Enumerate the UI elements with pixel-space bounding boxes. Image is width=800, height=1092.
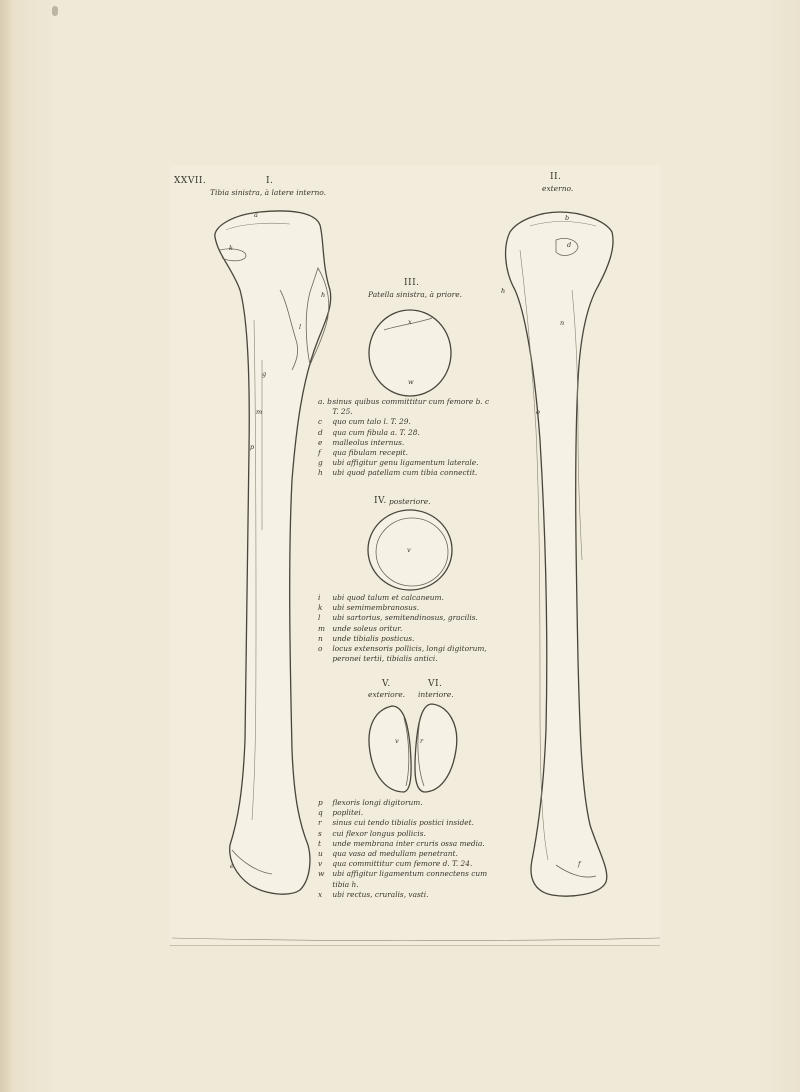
legend-row bbox=[318, 613, 487, 623]
legend-key: i bbox=[318, 593, 321, 602]
figure-3-caption: Patella sinistra, à priore. bbox=[368, 290, 463, 299]
legend-text: sinus quibus committitur cum femore b. c bbox=[332, 397, 490, 406]
legend-row bbox=[318, 448, 489, 458]
figure-4-caption: posteriore. bbox=[389, 497, 431, 506]
ref-letter-h: h bbox=[321, 291, 326, 299]
legend-row bbox=[318, 603, 487, 613]
legend-text: cui flexor longus pollicis. bbox=[332, 828, 426, 838]
legend-key: n bbox=[318, 633, 323, 643]
legend-block-3 bbox=[318, 798, 487, 900]
legend-row bbox=[318, 839, 487, 849]
figure-6-patella-interior bbox=[415, 704, 457, 792]
ref-letter-d: d bbox=[567, 241, 572, 249]
legend-text: flexoris longi digitorum. bbox=[332, 798, 423, 807]
legend-row bbox=[318, 468, 489, 478]
figure-5-numeral: V. bbox=[382, 679, 391, 689]
legend-key: r bbox=[318, 818, 322, 828]
ref-letter-a: a bbox=[254, 211, 258, 219]
legend-text: qua vasa ad medullam penetrant. bbox=[332, 849, 458, 859]
legend-key: c bbox=[318, 417, 323, 427]
legend-key: h bbox=[318, 468, 323, 478]
legend-text: poplitei. bbox=[332, 808, 364, 818]
ref-letter-l: l bbox=[299, 323, 302, 331]
legend-row bbox=[318, 428, 489, 438]
legend-text: tibia h. bbox=[332, 879, 359, 889]
legend-key: g bbox=[318, 458, 323, 468]
ref-letter-r: r bbox=[420, 737, 424, 745]
legend-text: unde tibialis posticus. bbox=[332, 633, 415, 643]
legend-key: f bbox=[318, 448, 321, 458]
legend-row bbox=[318, 654, 487, 664]
legend-key: o bbox=[318, 644, 323, 654]
legend-row bbox=[318, 417, 489, 427]
legend-text: qua cum fibula a. T. 28. bbox=[332, 427, 420, 437]
legend-text: peronei tertii, tibialis antici. bbox=[332, 654, 438, 664]
legend-text: ubi affigitur ligamentum connectens cum bbox=[332, 869, 488, 879]
legend-text: unde membrana inter cruris ossa media. bbox=[332, 838, 485, 848]
legend-text: ubi quod patellam cum tibia connectit. bbox=[332, 468, 478, 478]
legend-row bbox=[318, 634, 487, 644]
figure-2-tibia-external bbox=[506, 212, 613, 896]
legend-key: k bbox=[318, 603, 323, 613]
figure-6-caption: interiore. bbox=[418, 690, 454, 699]
legend-text: ubi quod talum et calcaneum. bbox=[332, 593, 444, 602]
legend-key: v bbox=[318, 859, 323, 869]
legend-key: a. b bbox=[318, 397, 332, 406]
ref-letter-v-fig4: v bbox=[407, 546, 411, 554]
legend-text: T. 25. bbox=[332, 407, 353, 417]
ref-letter-n: n bbox=[560, 319, 565, 327]
figure-3-numeral: III. bbox=[404, 278, 420, 288]
figure-1-numeral: I. bbox=[266, 176, 274, 186]
legend-text: sinus cui tendo tibialis postici insidet. bbox=[332, 818, 474, 828]
figure-2-numeral: II. bbox=[550, 172, 562, 182]
legend-text: quo cum talo l. T. 29. bbox=[332, 417, 411, 427]
legend-row bbox=[318, 808, 487, 818]
legend-row bbox=[318, 593, 487, 603]
ref-letter-g: g bbox=[262, 370, 267, 378]
ref-letter-b: b bbox=[565, 214, 570, 222]
legend-key: d bbox=[318, 427, 323, 437]
ref-letter-p: p bbox=[250, 443, 255, 451]
legend-row bbox=[318, 818, 487, 828]
legend-row bbox=[318, 624, 487, 634]
legend-row bbox=[318, 880, 487, 890]
figure-4-numeral: IV. bbox=[374, 496, 387, 506]
legend-text: ubi sartorius, semitendinosus, gracilis. bbox=[332, 613, 478, 623]
ref-letter-o: o bbox=[536, 408, 540, 416]
ref-letter-m: m bbox=[256, 408, 263, 416]
legend-text: ubi rectus, cruralis, vasti. bbox=[332, 889, 429, 899]
figure-2-caption: externo. bbox=[542, 184, 574, 193]
legend-text: locus extensoris pollicis, longi digitorum, bbox=[332, 644, 487, 654]
legend-block-2 bbox=[318, 593, 487, 664]
figure-6-numeral: VI. bbox=[428, 679, 443, 689]
legend-row bbox=[318, 869, 487, 879]
legend-key: p bbox=[318, 798, 323, 807]
legend-key: s bbox=[318, 828, 322, 838]
legend-row bbox=[318, 849, 487, 859]
legend-row bbox=[318, 798, 487, 808]
legend-key: e bbox=[318, 437, 323, 447]
legend-block-1 bbox=[318, 397, 489, 479]
plate-number: XXVII. bbox=[174, 176, 207, 186]
legend-row bbox=[318, 407, 489, 417]
ref-letter-w: w bbox=[408, 378, 414, 386]
legend-key: l bbox=[318, 613, 321, 623]
figure-5-patella-exterior bbox=[369, 706, 411, 792]
ref-letter-h-fig2: h bbox=[501, 287, 506, 295]
legend-key: m bbox=[318, 623, 326, 633]
figure-1-tibia-internal bbox=[215, 211, 331, 894]
legend-row bbox=[318, 644, 487, 654]
figure-1-caption: Tibia sinistra, à latere interno. bbox=[210, 188, 327, 197]
legend-row bbox=[318, 397, 489, 407]
legend-row bbox=[318, 890, 487, 900]
legend-key: t bbox=[318, 838, 321, 848]
ref-letter-x: x bbox=[408, 318, 412, 326]
ref-letter-e: e bbox=[230, 862, 234, 870]
legend-text: ubi affigitur genu ligamentum laterale. bbox=[332, 458, 479, 468]
legend-key: w bbox=[318, 869, 325, 879]
legend-key: q bbox=[318, 808, 323, 818]
legend-text: ubi semimembranosus. bbox=[332, 603, 420, 613]
legend-row bbox=[318, 438, 489, 448]
legend-row bbox=[318, 829, 487, 839]
figure-5-caption: exteriore. bbox=[368, 690, 406, 699]
legend-row bbox=[318, 859, 487, 869]
ref-letter-v-fig5: v bbox=[395, 737, 399, 745]
ref-letter-k: k bbox=[229, 244, 233, 252]
legend-text: qua fibulam recepit. bbox=[332, 448, 408, 458]
legend-text: malleolus internus. bbox=[332, 437, 405, 447]
legend-text: qua committitur cum femore d. T. 24. bbox=[332, 859, 473, 869]
ref-letter-f: f bbox=[578, 860, 581, 868]
legend-row bbox=[318, 458, 489, 468]
legend-text: unde soleus oritur. bbox=[332, 623, 403, 633]
legend-key: u bbox=[318, 849, 323, 859]
legend-key: x bbox=[318, 889, 323, 899]
